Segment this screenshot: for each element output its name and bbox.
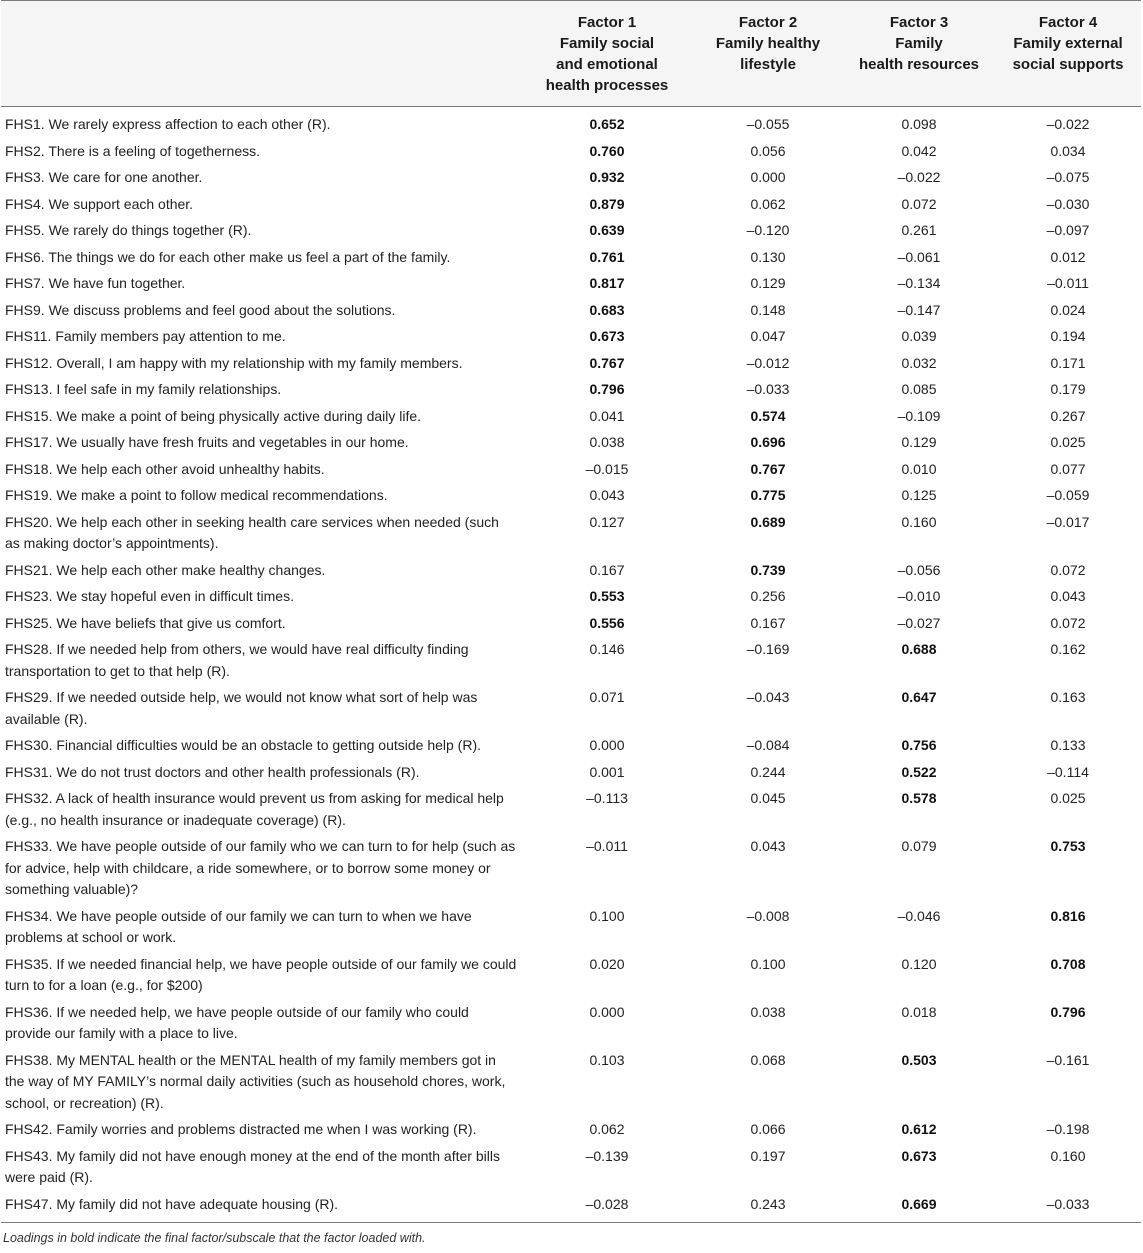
header-line: Family external — [1013, 35, 1123, 52]
loading-factor-2: –0.084 — [746, 737, 790, 753]
table-row — [1, 558, 1141, 585]
loading-factor-3: 0.079 — [901, 838, 937, 854]
table-row — [1, 510, 1141, 558]
item-text: FHS6. The things we do for each other make us feel a part of the family. — [5, 248, 451, 265]
loading-factor-3: 0.085 — [901, 381, 937, 397]
loading-factor-3: 0.129 — [901, 434, 937, 450]
loading-factor-1: 0.760 — [589, 142, 625, 159]
header-line: Family healthy — [715, 35, 821, 52]
loading-factor-3: –0.027 — [897, 614, 941, 631]
header-factor-3 — [843, 1, 995, 107]
factor-loadings-table — [1, 0, 1141, 1223]
loading-factor-1: 0.062 — [589, 1121, 625, 1137]
loading-factor-4: 0.708 — [1050, 955, 1086, 972]
loading-factor-4: 0.816 — [1050, 907, 1086, 924]
table-row — [1, 1117, 1141, 1144]
loading-factor-1: 0.100 — [589, 907, 625, 924]
loading-factor-1: 0.683 — [589, 301, 625, 318]
loading-factor-3: –0.109 — [897, 407, 941, 424]
loading-factor-4: –0.017 — [1046, 513, 1090, 530]
item-text: FHS1. We rarely express affection to each other (R). — [5, 116, 331, 132]
item-text: FHS20. We help each other in seeking health care services when needed (such as making doctor’s appointments). — [5, 513, 499, 551]
loading-factor-1: 0.817 — [589, 275, 625, 291]
loading-factor-2: 0.129 — [750, 275, 786, 291]
table-row — [1, 377, 1141, 404]
loading-factor-4: –0.022 — [1046, 116, 1090, 132]
table-body — [1, 107, 1141, 1223]
loading-factor-4: 0.072 — [1050, 614, 1086, 631]
loading-factor-4: 0.077 — [1050, 460, 1086, 477]
loading-factor-2: 0.043 — [750, 838, 786, 854]
loading-factor-3: 0.578 — [901, 790, 937, 806]
loading-factor-2: –0.012 — [746, 354, 790, 371]
table-row — [1, 1048, 1141, 1118]
loading-factor-3: 0.503 — [901, 1051, 937, 1068]
header-line: Family — [895, 35, 943, 52]
item-text: FHS2. There is a feeling of togetherness. — [5, 142, 260, 159]
loading-factor-4: 0.753 — [1050, 838, 1086, 854]
item-text: FHS42. Family worries and problems distracted me when I was working (R). — [5, 1121, 477, 1137]
item-text: FHS36. If we needed help, we have people outside of our family who could provide our family with a place to live. — [5, 1003, 469, 1041]
loading-factor-1: 0.000 — [589, 737, 625, 753]
loading-factor-1: 0.553 — [589, 588, 625, 604]
header-line: lifestyle — [740, 56, 796, 73]
loading-factor-2: 0.056 — [750, 142, 786, 159]
loading-factor-3: 0.261 — [901, 222, 937, 238]
item-text: FHS21. We help each other make healthy changes. — [5, 561, 326, 578]
header-factor-1 — [521, 1, 693, 107]
loading-factor-2: –0.055 — [746, 116, 790, 132]
item-text: FHS29. If we needed outside help, we would not know what sort of help was available (R). — [5, 689, 478, 727]
loading-factor-3: 0.673 — [901, 1147, 937, 1164]
table-row — [1, 165, 1141, 192]
loading-factor-1: 0.000 — [589, 1003, 625, 1020]
loading-factor-4: 0.025 — [1050, 790, 1086, 806]
loading-factor-4: 0.025 — [1050, 434, 1086, 450]
loading-factor-2: 0.038 — [750, 1003, 786, 1020]
table-row — [1, 192, 1141, 219]
loading-factor-2: 0.574 — [750, 407, 786, 424]
table-row — [1, 457, 1141, 484]
loading-factor-2: 0.130 — [750, 248, 786, 265]
header-line: health resources — [858, 56, 980, 73]
item-text: FHS18. We help each other avoid unhealthy habits. — [5, 460, 325, 477]
loading-factor-1: 0.071 — [589, 689, 625, 705]
table-row — [1, 430, 1141, 457]
item-text: FHS15. We make a point of being physically active during daily life. — [5, 407, 422, 424]
loading-factor-1: 0.767 — [589, 354, 625, 371]
loading-factor-2: 0.100 — [750, 955, 786, 972]
table-row — [1, 245, 1141, 272]
table-row — [1, 760, 1141, 787]
item-text: FHS17. We usually have fresh fruits and vegetables in our home. — [5, 434, 409, 450]
item-text: FHS31. We do not trust doctors and other health professionals (R). — [5, 763, 420, 780]
loading-factor-1: –0.011 — [586, 838, 628, 854]
loading-factor-2: 0.689 — [750, 513, 786, 530]
loading-factor-3: 0.018 — [901, 1003, 937, 1020]
table-row — [1, 952, 1141, 1000]
header-line: Factor 4 — [1038, 14, 1098, 31]
loading-factor-3: 0.042 — [901, 142, 937, 159]
loading-factor-4: 0.133 — [1050, 737, 1086, 753]
loading-factor-2: –0.033 — [746, 381, 790, 397]
loading-factor-3: 0.688 — [901, 641, 937, 657]
table-header — [1, 1, 1141, 107]
table-footnote: Loadings in bold indicate the final factor/subscale that the factor loaded with. — [3, 1231, 426, 1245]
item-text: FHS23. We stay hopeful even in difficult times. — [5, 588, 294, 604]
table-row — [1, 637, 1141, 685]
item-text: FHS43. My family did not have enough money at the end of the month after bills were paid (R). — [5, 1147, 500, 1185]
loading-factor-1: 0.041 — [589, 407, 625, 424]
header-line: Factor 2 — [738, 14, 798, 31]
table-row — [1, 1144, 1141, 1192]
loading-factor-1: 0.673 — [589, 328, 625, 344]
loading-factor-3: 0.072 — [901, 195, 937, 212]
loading-factor-4: 0.024 — [1050, 301, 1086, 318]
loading-factor-3: –0.022 — [897, 169, 941, 185]
loading-factor-4: 0.194 — [1050, 328, 1086, 344]
table-row — [1, 733, 1141, 760]
loading-factor-4: 0.796 — [1050, 1003, 1086, 1020]
item-text: FHS33. We have people outside of our family who we can turn to for help (such as for advice, help with childcare, a ride somewhere, or to borrow some money or something valuable)? — [5, 838, 516, 897]
item-text: FHS35. If we needed financial help, we have people outside of our family we could turn to for a loan (e.g., for $200) — [5, 955, 517, 993]
loading-factor-3: –0.056 — [897, 561, 941, 578]
loading-factor-2: –0.120 — [746, 222, 790, 238]
loading-factor-1: 0.932 — [589, 169, 625, 185]
loading-factor-3: 0.039 — [901, 328, 937, 344]
item-text: FHS9. We discuss problems and feel good about the solutions. — [5, 301, 396, 318]
header-line: Factor 1 — [577, 14, 637, 31]
item-text: FHS3. We care for one another. — [5, 169, 203, 185]
loading-factor-4: 0.179 — [1050, 381, 1086, 397]
header-line: Factor 3 — [889, 14, 949, 31]
loading-factor-1: 0.146 — [589, 641, 625, 657]
loading-factor-1: –0.139 — [585, 1147, 629, 1164]
loading-factor-1: 0.103 — [589, 1051, 625, 1068]
loading-factor-4: 0.171 — [1050, 354, 1086, 371]
item-text: FHS7. We have fun together. — [5, 275, 186, 291]
loading-factor-2: 0.739 — [750, 561, 786, 578]
loading-factor-2: 0.047 — [750, 328, 786, 344]
loading-factor-2: 0.696 — [750, 434, 786, 450]
loading-factor-1: –0.028 — [521, 1192, 693, 1223]
loading-factor-2: 0.062 — [750, 195, 786, 212]
loading-factor-2: 0.066 — [750, 1121, 786, 1137]
loading-factor-1: 0.652 — [589, 116, 625, 132]
table-row — [1, 584, 1141, 611]
loading-factor-1: 0.167 — [589, 561, 625, 578]
table-row — [1, 298, 1141, 325]
loading-factor-4: 0.267 — [1050, 407, 1086, 424]
loading-factor-4: –0.059 — [1046, 487, 1090, 503]
item-text: FHS25. We have beliefs that give us comfort. — [5, 614, 286, 631]
loading-factor-2: 0.256 — [750, 588, 786, 604]
loading-factor-2: 0.045 — [750, 790, 786, 806]
loading-factor-3: 0.756 — [901, 737, 937, 753]
loading-factor-3: –0.061 — [897, 248, 941, 265]
loading-factor-4: –0.097 — [1046, 222, 1090, 238]
loading-factor-4: 0.162 — [1050, 641, 1086, 657]
loading-factor-3: 0.032 — [901, 354, 937, 371]
table-row — [1, 834, 1141, 904]
item-text: FHS34. We have people outside of our family we can turn to when we have problems at school or work. — [5, 907, 472, 945]
loading-factor-3: –0.134 — [897, 275, 941, 291]
loading-factor-4: –0.161 — [1046, 1051, 1090, 1068]
loading-factor-4: –0.198 — [1046, 1121, 1090, 1137]
loading-factor-3: 0.160 — [901, 513, 937, 530]
loading-factor-4: –0.030 — [1046, 195, 1090, 212]
loading-factor-4: 0.043 — [1050, 588, 1086, 604]
loading-factor-3: 0.647 — [901, 689, 937, 705]
loading-factor-2: 0.148 — [750, 301, 786, 318]
loading-factor-3: 0.010 — [901, 460, 937, 477]
loading-factor-1: –0.015 — [585, 460, 629, 477]
loading-factor-2: 0.244 — [750, 763, 786, 780]
item-text: FHS11. Family members pay attention to me. — [5, 328, 286, 344]
item-text: FHS13. I feel safe in my family relationships. — [5, 381, 282, 397]
loading-factor-2: –0.043 — [746, 689, 790, 705]
table-row — [1, 139, 1141, 166]
loading-factor-4: 0.072 — [1050, 561, 1086, 578]
table-row — [1, 1000, 1141, 1048]
table-row — [1, 404, 1141, 431]
item-text: FHS30. Financial difficulties would be an obstacle to getting outside help (R). — [5, 737, 482, 753]
loading-factor-4: 0.160 — [1050, 1147, 1086, 1164]
loading-factor-1: 0.796 — [589, 381, 625, 397]
loading-factor-3: 0.522 — [901, 763, 937, 780]
loading-factor-2: –0.169 — [746, 641, 790, 657]
table-row — [1, 483, 1141, 510]
loading-factor-2: 0.767 — [750, 460, 786, 477]
loading-factor-3: –0.046 — [897, 907, 941, 924]
item-text: FHS28. If we needed help from others, we would have real difficulty finding transportation to get to that help (R). — [5, 641, 469, 679]
table-row — [1, 271, 1141, 298]
loading-factor-2: 0.243 — [693, 1192, 843, 1223]
loading-factor-2: –0.008 — [746, 907, 790, 924]
loading-factor-3: 0.612 — [901, 1121, 937, 1137]
header-row — [1, 1, 1141, 107]
loading-factor-4: 0.034 — [1050, 142, 1086, 159]
item-text: FHS32. A lack of health insurance would prevent us from asking for medical help (e.g., no health insurance or inadequate coverage) (R). — [5, 790, 504, 828]
header-line: Family social — [559, 35, 655, 52]
item-text: FHS5. We rarely do things together (R). — [5, 222, 252, 238]
loading-factor-1: 0.001 — [589, 763, 625, 780]
loading-factor-4: –0.114 — [1047, 763, 1089, 780]
loading-factor-1: 0.127 — [589, 513, 625, 530]
table-row — [1, 786, 1141, 834]
loading-factor-2: 0.167 — [750, 614, 786, 631]
loading-factor-4: –0.033 — [995, 1192, 1141, 1223]
header-factor-2 — [693, 1, 843, 107]
loading-factor-3: 0.125 — [901, 487, 937, 503]
loading-factor-1: 0.879 — [589, 195, 625, 212]
table-row — [1, 324, 1141, 351]
item-text: FHS47. My family did not have adequate housing (R). — [1, 1192, 521, 1223]
item-text: FHS19. We make a point to follow medical recommendations. — [5, 487, 388, 503]
loading-factor-1: 0.556 — [589, 614, 625, 631]
loading-factor-1: 0.038 — [589, 434, 625, 450]
loading-factor-1: 0.761 — [589, 248, 625, 265]
table-row — [1, 351, 1141, 378]
table-row — [1, 611, 1141, 638]
header-line: social supports — [1012, 56, 1124, 73]
loading-factor-3: 0.669 — [843, 1192, 995, 1223]
item-text: FHS12. Overall, I am happy with my relationship with my family members. — [5, 354, 463, 371]
loading-factor-2: 0.197 — [750, 1147, 786, 1164]
header-item — [1, 1, 521, 107]
loading-factor-4: –0.075 — [1046, 169, 1090, 185]
header-line: and emotional — [556, 56, 658, 73]
item-text: FHS38. My MENTAL health or the MENTAL health of my family members got in the way of MY FAMILY’s normal daily activities (such as household chores, work, school, or recreation) (R). — [5, 1051, 506, 1111]
header-factor-4 — [995, 1, 1141, 107]
table-row — [1, 1192, 1141, 1223]
table-row — [1, 685, 1141, 733]
table-row — [1, 107, 1141, 139]
loading-factor-4: –0.011 — [1047, 275, 1089, 291]
loading-factor-3: –0.010 — [897, 588, 941, 604]
loading-factor-3: 0.120 — [901, 955, 937, 972]
item-text: FHS4. We support each other. — [5, 195, 194, 212]
loading-factor-4: 0.163 — [1050, 689, 1086, 705]
loading-factor-1: 0.043 — [589, 487, 625, 503]
header-line: health processes — [545, 77, 669, 94]
loading-factor-3: 0.098 — [901, 116, 937, 132]
loading-factor-2: 0.775 — [750, 487, 786, 503]
loading-factor-1: 0.639 — [589, 222, 625, 238]
loading-factor-4: 0.012 — [1050, 248, 1086, 265]
loading-factor-2: 0.068 — [750, 1051, 786, 1068]
loading-factor-2: 0.000 — [750, 169, 786, 185]
table-row — [1, 218, 1141, 245]
loading-factor-3: –0.147 — [897, 301, 941, 318]
loading-factor-1: –0.113 — [586, 790, 628, 806]
table-row — [1, 904, 1141, 952]
loading-factor-1: 0.020 — [589, 955, 625, 972]
